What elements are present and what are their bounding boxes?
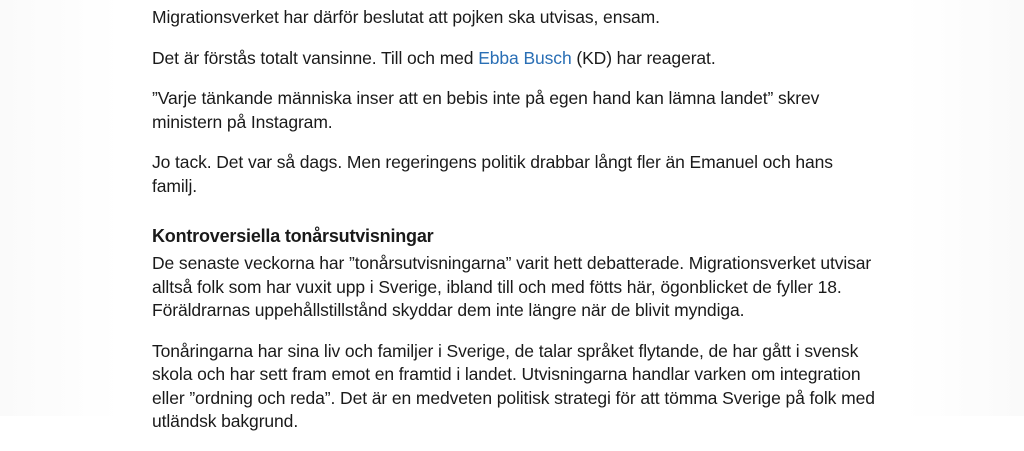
ebba-busch-link[interactable]: Ebba Busch	[478, 47, 572, 68]
article-paragraph: De senaste veckorna har ”tonårsutvisningarna” varit hett debatterade. Migrationsverket utvisar alltså folk som har vuxit upp i Sverige, ibland till och med fötts här, ögonblicket de fyller 18. Föräldrarnas uppehållstillstånd skyddar dem inte längre när de blivit myndiga.	[152, 253, 872, 320]
paragraph-text: (KD) har reagerat.	[571, 47, 716, 68]
paragraph-text: Det är förstås totalt vansinne. Till och med	[152, 47, 479, 68]
article-body	[152, 6, 882, 451]
article-paragraph: Jo tack. Det var så dags. Men regeringens politik drabbar långt fler än Emanuel och hans familj.	[152, 152, 833, 196]
page-margin-left	[0, 0, 120, 416]
article-paragraph: Migrationsverket har därför beslutat att pojken ska utvisas, ensam.	[152, 7, 660, 27]
section-heading: Kontroversiella tonårsutvisningar	[152, 226, 434, 246]
article-paragraph: Tonåringarna har sina liv och familjer i Sverige, de talar språket flytande, de har gått i svensk skola och har sett fram emot en framtid i landet. Utvisningarna handlar varken om integration eller ”ordning och reda”. Det är en medveten politisk strategi för att tömma Sverige på folk med utländsk bakgrund.	[152, 340, 875, 431]
article-paragraph: ”Varje tänkande människa inser att en bebis inte på egen hand kan lämna landet” skrev ministern på Instagram.	[152, 88, 820, 132]
page-margin-right	[904, 0, 1024, 416]
article-paragraph	[152, 47, 882, 71]
